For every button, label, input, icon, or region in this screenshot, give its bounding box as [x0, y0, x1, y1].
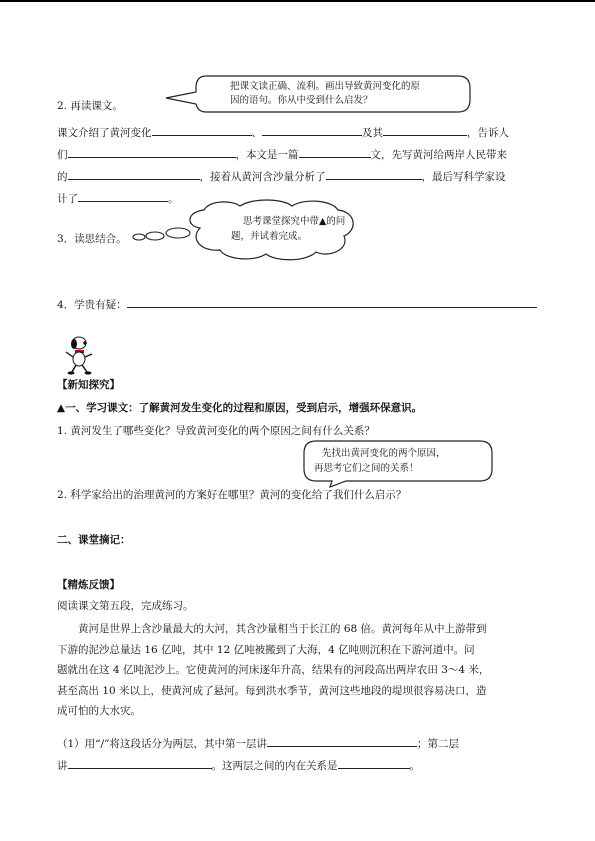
passage-line: 下游的泥沙总量达 16 亿吨，其中 12 亿吨被搬到了大海，4 亿吨则沉积在下游河道中。问 [57, 643, 475, 656]
fill-text: 、 [251, 127, 262, 139]
item-4-label: 4．学贵有疑： [57, 299, 127, 311]
bubble-3-line-1: 先找出黄河变化的两个原因， [322, 448, 446, 459]
bubble-3-line-2: 再思考它们之间的关系！ [314, 463, 419, 474]
exercise-1-line-1 [57, 735, 459, 750]
explore-heading: 【新知探究】 [57, 379, 120, 391]
bubble-2-line-1: 思考课堂探究中带▲的问 [243, 216, 346, 227]
item-2-reread: 2. 再读课文。 [57, 100, 123, 112]
blank-field[interactable] [78, 190, 168, 202]
thought-dot-large [166, 228, 190, 238]
exercise-text: 讲 [57, 760, 68, 772]
notes-heading: 二、课堂摘记： [57, 534, 131, 546]
question-blank[interactable] [127, 296, 537, 308]
item-3-read-think: 3．读思结合。 [57, 233, 127, 245]
fill-text: 们 [57, 149, 68, 161]
blank-field[interactable] [152, 124, 252, 136]
fill-text: 课文介绍了黄河变化 [57, 127, 152, 139]
fill-text: ，最后写科学家设 [421, 171, 506, 183]
blank-field[interactable] [262, 124, 362, 136]
fill-line-1 [57, 124, 509, 139]
blank-field[interactable] [267, 735, 417, 747]
blank-field[interactable] [68, 168, 200, 180]
thought-dot-medium [146, 232, 164, 240]
fill-text: 。 [168, 193, 179, 205]
exercise-text: （1）用“/”将这段话分为两层，其中第一层讲 [57, 738, 267, 750]
fill-line-4 [57, 190, 179, 205]
blank-field[interactable] [338, 757, 410, 769]
item-4-question [57, 296, 537, 311]
fill-text: ，本文是一篇 [235, 149, 299, 161]
passage-line: 成可怕的大水灾。 [57, 705, 141, 717]
exercise-text: 。这两层之间的内在关系是 [211, 760, 338, 772]
fill-text: ，告诉人 [467, 127, 509, 139]
passage-line: 黄河是世界上含沙量最大的大河，其含沙量相当于长江的 68 倍。黄河每年从中上游带到 [78, 623, 487, 635]
blank-field[interactable] [68, 146, 236, 158]
practice-instruction: 阅读课文第五段，完成练习。 [57, 600, 194, 612]
blank-field[interactable] [68, 757, 212, 769]
exercise-text: 。 [409, 760, 420, 772]
bubble-1-line-1: 把课文读正确、流利。画出导致黄河变化的原 [230, 81, 421, 92]
exercise-text: ；第二层 [416, 738, 459, 750]
fill-line-3 [57, 168, 506, 183]
fill-text: 及其 [362, 127, 383, 139]
fill-text: 的 [57, 171, 68, 183]
bubble-1-line-2: 因的语句。你从中受到什么启发？ [230, 95, 373, 106]
fill-text: ，接着从黄河含沙量分析了 [199, 171, 326, 183]
practice-heading: 【精炼反馈】 [57, 579, 120, 591]
snoopy-mascot-icon [62, 335, 96, 375]
fill-text: 计了 [57, 193, 78, 205]
question-1: 1. 黄河发生了哪些变化？导致黄河变化的两个原因之间有什么关系？ [57, 425, 375, 437]
blank-field[interactable] [383, 124, 467, 136]
passage-line: 题就出在这 4 亿吨泥沙上。它使黄河的河床逐年升高，结果有的河段高出两岸农田 3～4 米， [57, 664, 490, 676]
passage-line: 甚至高出 10 米以上，使黄河成了悬河。每到洪水季节，黄河这些地段的堤坝很容易决口，造 [57, 684, 487, 697]
blank-field[interactable] [299, 146, 371, 158]
fill-line-2 [57, 146, 507, 161]
passage [57, 619, 541, 722]
learning-goal: ▲一、学习课文：了解黄河发生变化的过程和原因，受到启示，增强环保意识。 [57, 402, 423, 414]
blank-field[interactable] [326, 168, 422, 180]
exercise-1-line-2 [57, 757, 420, 772]
question-2: 2. 科学家给出的治理黄河的方案好在哪里？黄河的变化给了我们什么启示？ [57, 489, 407, 501]
fill-text: 文，先写黄河给两岸人民带来 [370, 149, 507, 161]
bubble-2-line-2: 题，并试着完成。 [231, 231, 308, 242]
thought-dot-small [133, 234, 145, 240]
